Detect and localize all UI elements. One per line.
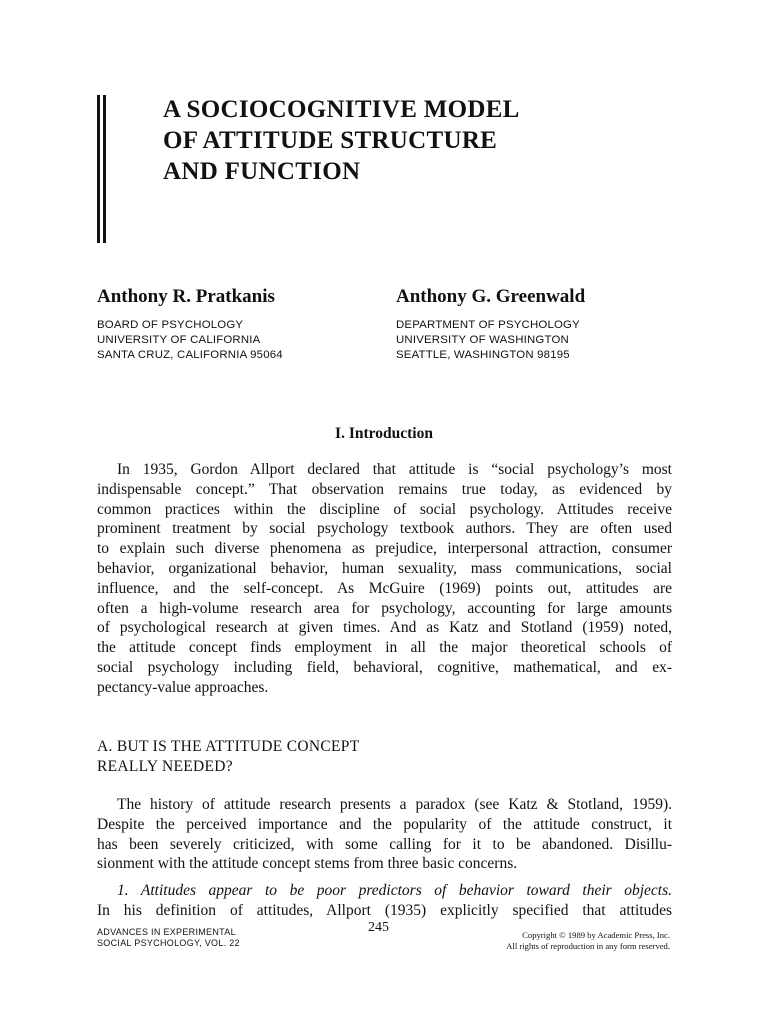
title-line: OF ATTITUDE STRUCTURE bbox=[163, 127, 498, 154]
subsection-heading-line: REALLY NEEDED? bbox=[97, 758, 233, 775]
copyright-notice bbox=[506, 930, 670, 952]
concern-paragraph bbox=[97, 881, 672, 921]
paragraph-line: prominent treatment by social psychology textbook authors. They are often used bbox=[97, 520, 672, 538]
journal-line: ADVANCES IN EXPERIMENTAL bbox=[97, 927, 236, 937]
paragraph-line: to explain such diverse phenomena as prejudice, interpersonal attraction, consumer bbox=[97, 540, 672, 558]
affiliation-line: UNIVERSITY OF CALIFORNIA bbox=[97, 334, 261, 346]
affiliation-line: SEATTLE, WASHINGTON 98195 bbox=[396, 349, 570, 361]
paragraph-line: In 1935, Gordon Allport declared that attitude is “social psychology’s most bbox=[117, 461, 672, 478]
title-line: AND FUNCTION bbox=[163, 158, 361, 185]
affiliation-line: DEPARTMENT OF PSYCHOLOGY bbox=[396, 319, 580, 331]
paragraph-line: sionment with the attitude concept stems from three basic concerns. bbox=[97, 855, 518, 873]
paragraph-line: In his definition of attitudes, Allport (1935) explicitly specified that attitudes bbox=[97, 901, 672, 919]
section-heading-text: I. Introduction bbox=[335, 425, 433, 442]
paragraph-line: often a high-volume research area for psychology, accounting for large amounts bbox=[97, 599, 672, 617]
subsection-heading-line: A. BUT IS THE ATTITUDE CONCEPT bbox=[97, 738, 360, 755]
copyright-line: Copyright © 1989 by Academic Press, Inc. bbox=[522, 930, 670, 940]
paragraph-line: indispensable concept.” That observation remains true today, as evidenced by bbox=[97, 480, 672, 498]
paragraph-line: of psychological research at given times. And as Katz and Stotland (1959) noted, bbox=[97, 619, 672, 637]
section-heading bbox=[0, 425, 768, 443]
title-line: A SOCIOCOGNITIVE MODEL bbox=[163, 96, 520, 123]
author-name: Anthony R. Pratkanis bbox=[97, 286, 275, 307]
concern-heading-line bbox=[97, 881, 672, 901]
copyright-line: All rights of reproduction in any form reserved. bbox=[506, 941, 670, 951]
author-affiliation bbox=[97, 318, 283, 363]
subsection-heading bbox=[97, 737, 359, 777]
affiliation-line: UNIVERSITY OF WASHINGTON bbox=[396, 334, 569, 346]
journal-info bbox=[97, 927, 240, 949]
paragraph-line: behavior, organizational behavior, human sexuality, mass communications, social bbox=[97, 559, 672, 577]
intro-paragraph bbox=[97, 460, 672, 698]
paragraph-line: influence, and the self-concept. As McGuire (1969) points out, attitudes are bbox=[97, 579, 672, 597]
concern-heading: 1. Attitudes appear to be poor predictors of behavior toward their objects. bbox=[117, 882, 672, 899]
title-rule-left bbox=[97, 95, 100, 243]
affiliation-line: SANTA CRUZ, CALIFORNIA 95064 bbox=[97, 349, 283, 361]
paragraph-line: social psychology including field, behavioral, cognitive, mathematical, and ex- bbox=[97, 658, 672, 676]
paragraph-line: pectancy-value approaches. bbox=[97, 678, 269, 696]
affiliation-line: BOARD OF PSYCHOLOGY bbox=[97, 319, 244, 331]
paragraph-line: the attitude concept finds employment in all the major theoretical schools of bbox=[97, 639, 672, 657]
history-paragraph bbox=[97, 795, 672, 874]
chapter-title bbox=[163, 94, 683, 187]
title-rule-right bbox=[103, 95, 106, 243]
paragraph-line: common practices within the discipline of social psychology. Attitudes receive bbox=[97, 500, 672, 518]
journal-line: SOCIAL PSYCHOLOGY, VOL. 22 bbox=[97, 938, 240, 948]
author-affiliation bbox=[396, 318, 580, 363]
paragraph-line: The history of attitude research presents a paradox (see Katz & Stotland, 1959). bbox=[117, 796, 672, 813]
paragraph-line: Despite the perceived importance and the popularity of the attitude construct, it bbox=[97, 815, 672, 833]
paragraph-line: has been severely criticized, with some calling for it to be abandoned. Disillu- bbox=[97, 835, 672, 853]
page-number: 245 bbox=[368, 920, 389, 935]
author-name: Anthony G. Greenwald bbox=[396, 286, 586, 307]
